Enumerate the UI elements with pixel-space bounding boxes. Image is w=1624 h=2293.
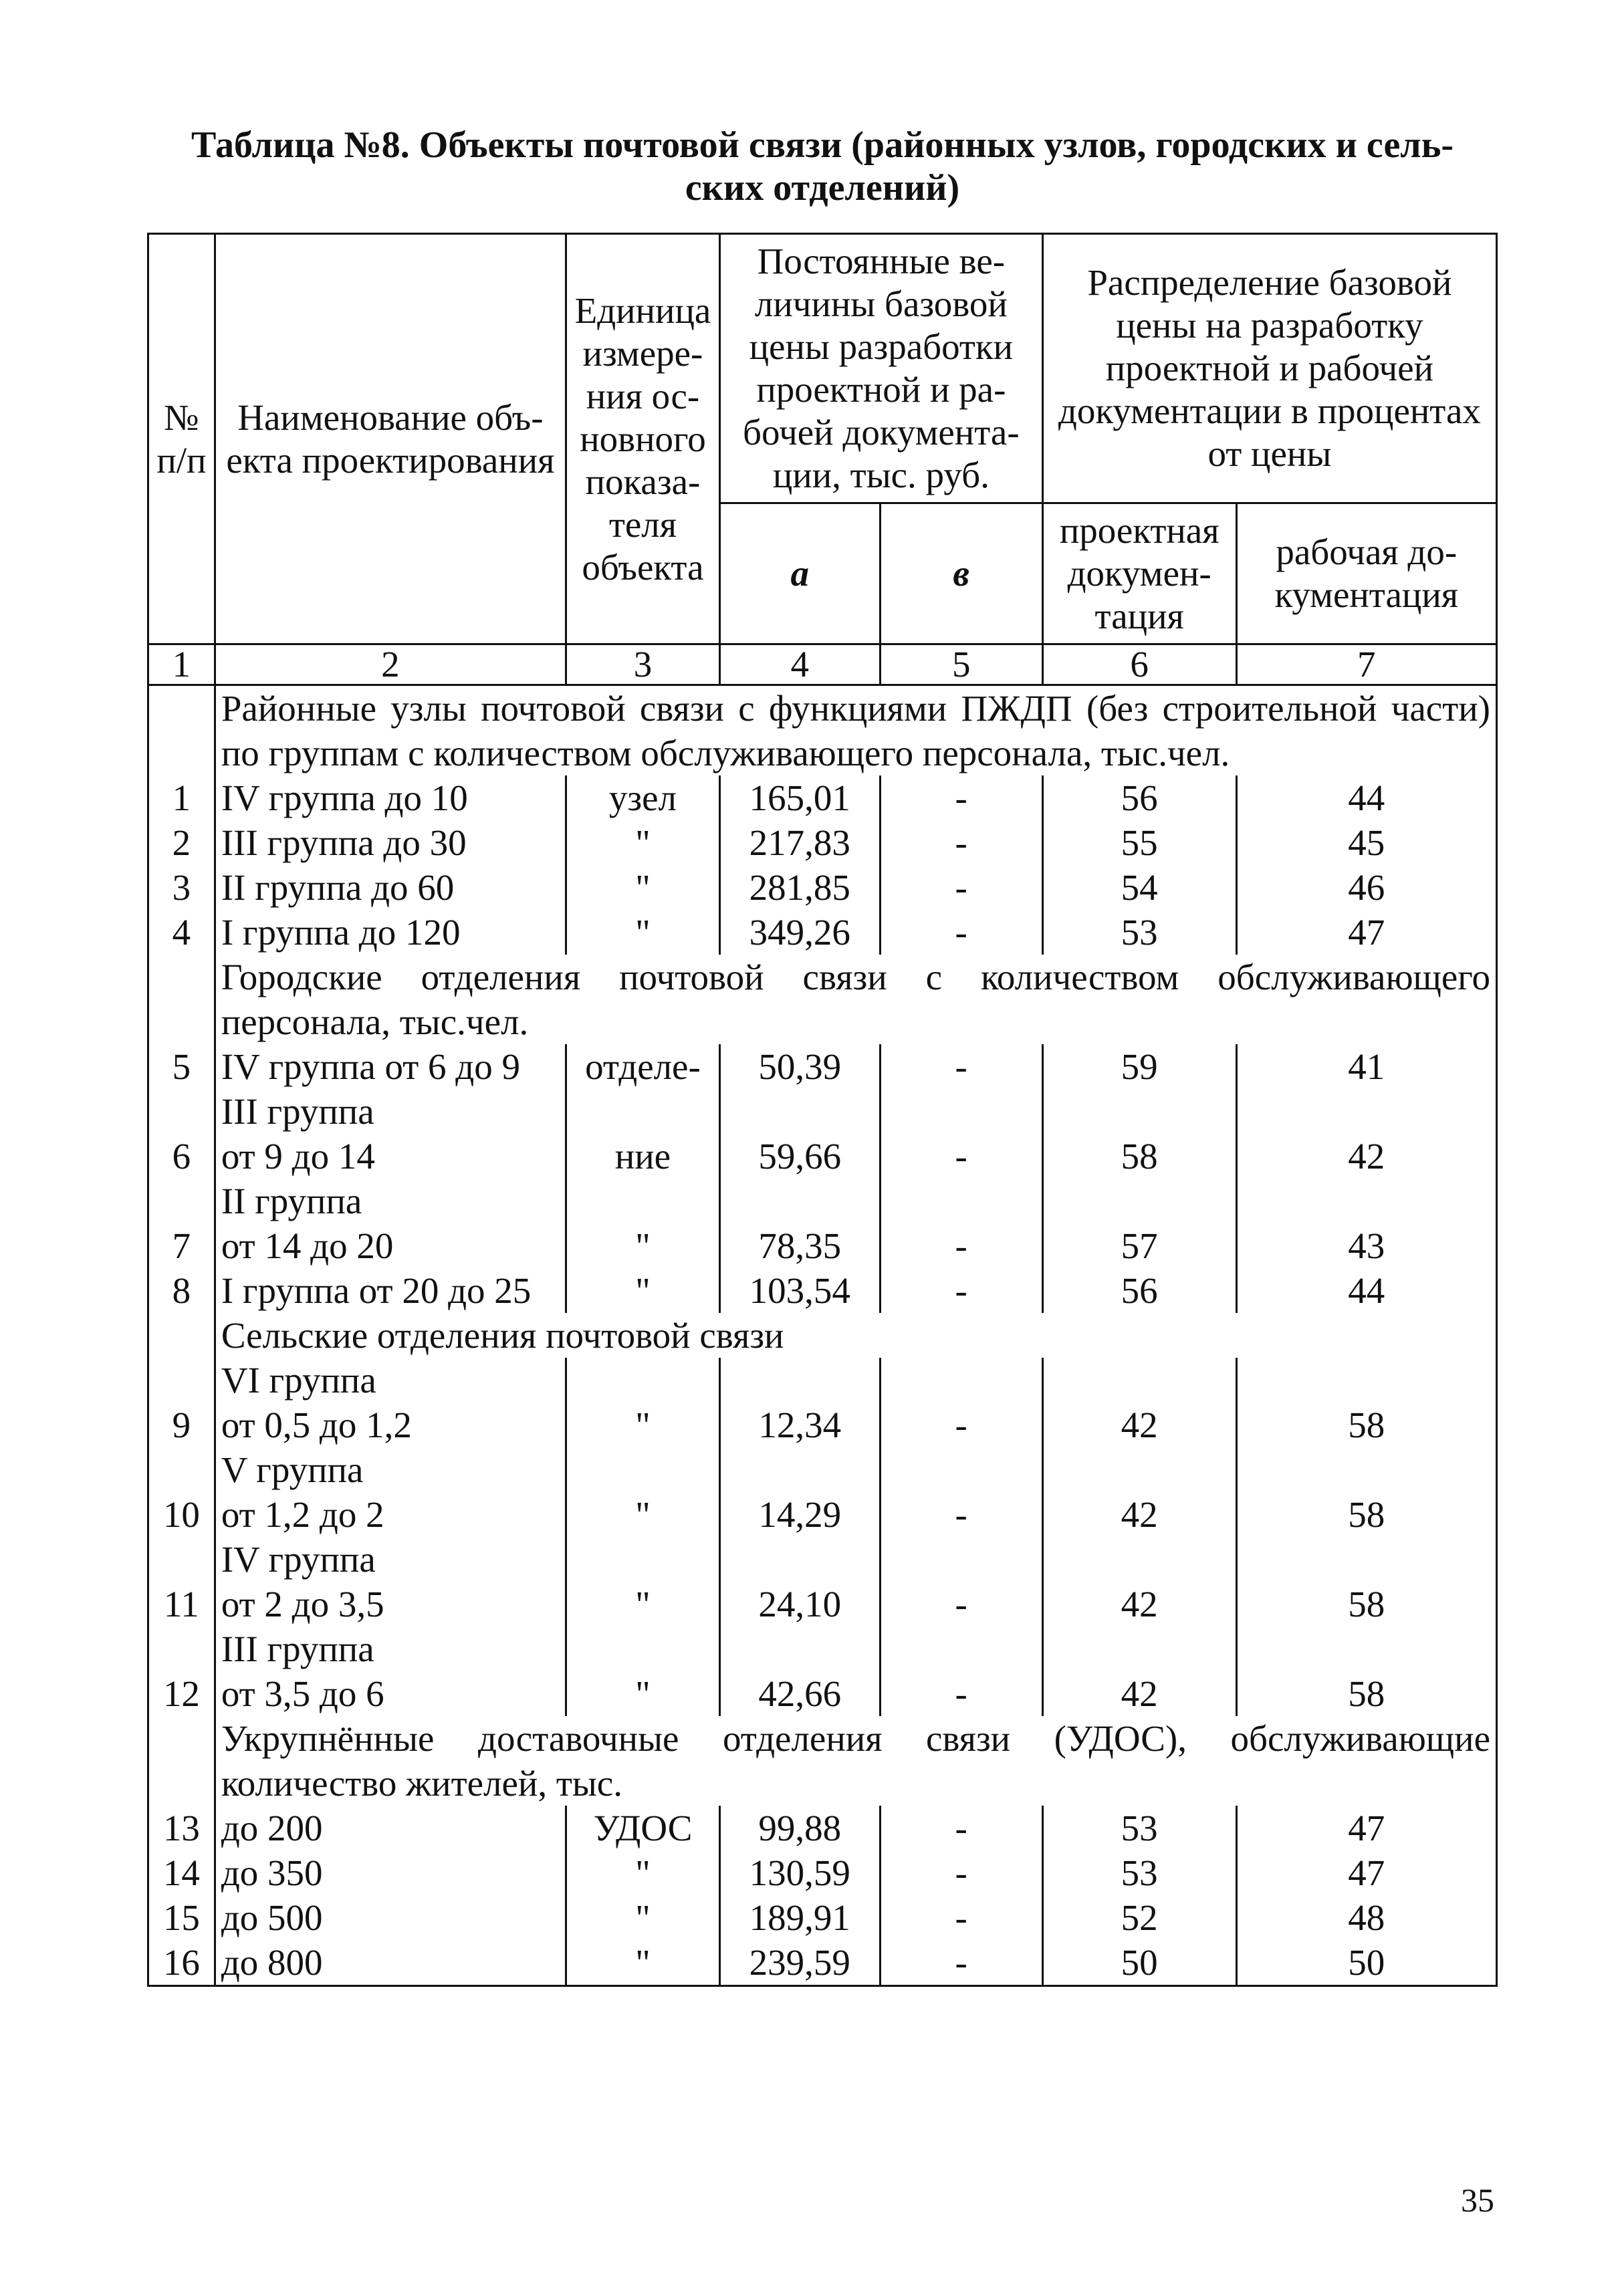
unit-cell: " <box>566 1626 720 1716</box>
section-num-cell <box>148 1716 215 1806</box>
object-name <box>215 1806 566 1850</box>
value-a-cell: 165,01 <box>719 775 880 820</box>
work-percent-cell: 43 <box>1236 1179 1496 1268</box>
value-b-cell: - <box>880 1089 1042 1179</box>
page-number: 35 <box>1461 2181 1494 2219</box>
unit-cell: " <box>566 1895 720 1940</box>
row-number: 11 <box>148 1537 215 1626</box>
object-name-line: до 200 <box>221 1808 323 1848</box>
value-a-cell: 349,26 <box>719 910 880 955</box>
table-row <box>148 1537 1497 1626</box>
object-name <box>215 1447 566 1537</box>
table-row <box>148 865 1497 910</box>
section-row <box>148 955 1497 1044</box>
value-b-cell: - <box>880 820 1042 865</box>
work-percent-cell: 42 <box>1236 1089 1496 1179</box>
work-percent-cell: 41 <box>1236 1044 1496 1089</box>
project-percent-cell: 42 <box>1042 1358 1236 1447</box>
project-percent-cell: 42 <box>1042 1537 1236 1626</box>
object-name <box>215 1268 566 1313</box>
value-a-cell: 130,59 <box>719 1850 880 1895</box>
work-percent-cell: 58 <box>1236 1358 1496 1447</box>
table-row <box>148 1850 1497 1895</box>
table-row <box>148 1179 1497 1268</box>
section-title: Сельские отделения почтовой связи <box>215 1313 1496 1358</box>
row-number: 1 <box>148 775 215 820</box>
table-row <box>148 1089 1497 1179</box>
work-percent-cell: 45 <box>1236 820 1496 865</box>
work-percent-cell: 44 <box>1236 775 1496 820</box>
section-row <box>148 685 1497 776</box>
value-b-cell: - <box>880 1447 1042 1537</box>
project-percent-cell: 54 <box>1042 865 1236 910</box>
value-b-cell: - <box>880 775 1042 820</box>
work-percent-cell: 46 <box>1236 865 1496 910</box>
table-title-line-1: Таблица №8. Объекты почтовой связи (районных узлов, городских и сель- <box>191 124 1454 166</box>
header-unit: Единица измере-ния ос-новного показа-теля объекта <box>566 234 720 644</box>
unit-cell: узел <box>566 775 720 820</box>
section-title: Районные узлы почтовой связи с функциями ПЖДП (без строительной части) по группам с количеством обслуживающего персонала, тыс.чел. <box>215 685 1496 776</box>
project-percent-cell: 56 <box>1042 775 1236 820</box>
work-percent-cell: 47 <box>1236 1806 1496 1850</box>
table-row <box>148 775 1497 820</box>
object-name <box>215 820 566 865</box>
object-name-line: до 350 <box>221 1852 323 1893</box>
value-b-cell: - <box>880 865 1042 910</box>
object-name <box>215 910 566 955</box>
table-title-line-2: ских отделений) <box>685 167 960 209</box>
object-name <box>215 775 566 820</box>
work-percent-cell: 58 <box>1236 1626 1496 1716</box>
value-a-cell: 99,88 <box>719 1806 880 1850</box>
value-b-cell: - <box>880 1268 1042 1313</box>
row-number: 7 <box>148 1179 215 1268</box>
project-percent-cell: 53 <box>1042 910 1236 955</box>
object-name <box>215 1626 566 1716</box>
project-percent-cell: 58 <box>1042 1089 1236 1179</box>
work-percent-cell: 58 <box>1236 1447 1496 1537</box>
table-row <box>148 1806 1497 1850</box>
row-number: 9 <box>148 1358 215 1447</box>
value-b-cell: - <box>880 1358 1042 1447</box>
unit-cell: " <box>566 1537 720 1626</box>
col-index: 5 <box>880 644 1042 685</box>
value-b-cell: - <box>880 1850 1042 1895</box>
unit-cell: " <box>566 820 720 865</box>
table-row <box>148 1626 1497 1716</box>
object-name-line: I группа от 20 до 25 <box>221 1270 532 1311</box>
project-percent-cell: 55 <box>1042 820 1236 865</box>
table-row <box>148 1447 1497 1537</box>
value-b-cell: - <box>880 910 1042 955</box>
table-row <box>148 1358 1497 1447</box>
value-a-cell: 189,91 <box>719 1895 880 1940</box>
object-name-line: II группа <box>221 1181 362 1221</box>
row-number: 14 <box>148 1850 215 1895</box>
object-name-line: от 2 до 3,5 <box>221 1584 384 1624</box>
section-num-cell <box>148 685 215 776</box>
header-b: в <box>880 503 1042 644</box>
value-b-cell: - <box>880 1044 1042 1089</box>
work-percent-cell: 48 <box>1236 1895 1496 1940</box>
project-percent-cell: 53 <box>1042 1850 1236 1895</box>
value-b-cell: - <box>880 1940 1042 1986</box>
section-num-cell <box>148 1313 215 1358</box>
col-index: 7 <box>1236 644 1496 685</box>
object-name-line: до 800 <box>221 1942 323 1983</box>
object-name-line: III группа до 30 <box>221 822 467 863</box>
col-index: 2 <box>215 644 566 685</box>
unit-cell: отделе- <box>566 1044 720 1089</box>
work-percent-cell: 44 <box>1236 1268 1496 1313</box>
column-index-row <box>148 644 1497 685</box>
object-name-line: IV группа <box>221 1539 376 1580</box>
row-number: 15 <box>148 1895 215 1940</box>
col-index: 1 <box>148 644 215 685</box>
value-a-cell: 239,59 <box>719 1940 880 1986</box>
row-number: 10 <box>148 1447 215 1537</box>
value-a-cell: 12,34 <box>719 1358 880 1447</box>
table-header <box>148 234 1497 685</box>
section-row <box>148 1313 1497 1358</box>
section-row <box>148 1716 1497 1806</box>
col-index: 3 <box>566 644 720 685</box>
value-b-cell: - <box>880 1626 1042 1716</box>
object-name-line: I группа до 120 <box>221 912 461 953</box>
table-row <box>148 1940 1497 1986</box>
object-name <box>215 1179 566 1268</box>
unit-cell: " <box>566 1940 720 1986</box>
table-row <box>148 1268 1497 1313</box>
unit-cell: " <box>566 1179 720 1268</box>
value-a-cell: 281,85 <box>719 865 880 910</box>
unit-cell: " <box>566 910 720 955</box>
section-title: Городские отделения почтовой связи с количеством обслуживающего персонала, тыс.чел. <box>215 955 1496 1044</box>
section-title: Укрупнённые доставочные отделения связи (УДОС), обслуживающие количество жителей, тыс. <box>215 1716 1496 1806</box>
unit-cell: " <box>566 1358 720 1447</box>
unit-cell: " <box>566 865 720 910</box>
object-name-line: от 9 до 14 <box>221 1136 375 1177</box>
project-percent-cell: 42 <box>1042 1626 1236 1716</box>
postal-objects-table <box>147 233 1498 1987</box>
header-name: Наименование объ-екта проектирования <box>215 234 566 644</box>
project-percent-cell: 57 <box>1042 1179 1236 1268</box>
object-name-line: от 14 до 20 <box>221 1225 394 1266</box>
project-percent-cell: 56 <box>1042 1268 1236 1313</box>
value-a-cell: 14,29 <box>719 1447 880 1537</box>
work-percent-cell: 58 <box>1236 1537 1496 1626</box>
row-number: 16 <box>148 1940 215 1986</box>
object-name-line: IV группа до 10 <box>221 777 468 818</box>
row-number: 13 <box>148 1806 215 1850</box>
value-a-cell: 103,54 <box>719 1268 880 1313</box>
object-name <box>215 1358 566 1447</box>
col-index: 6 <box>1042 644 1236 685</box>
project-percent-cell: 53 <box>1042 1806 1236 1850</box>
table-row <box>148 910 1497 955</box>
unit-cell: ние <box>566 1089 720 1179</box>
value-b-cell: - <box>880 1806 1042 1850</box>
value-a-cell: 42,66 <box>719 1626 880 1716</box>
value-a-cell: 24,10 <box>719 1537 880 1626</box>
project-percent-cell: 59 <box>1042 1044 1236 1089</box>
object-name-line: от 1,2 до 2 <box>221 1494 384 1535</box>
object-name <box>215 1089 566 1179</box>
col-index: 4 <box>719 644 880 685</box>
value-a-cell: 59,66 <box>719 1089 880 1179</box>
object-name <box>215 865 566 910</box>
object-name <box>215 1044 566 1089</box>
object-name-line: III группа <box>221 1628 374 1669</box>
object-name <box>215 1850 566 1895</box>
row-number: 2 <box>148 820 215 865</box>
object-name <box>215 1895 566 1940</box>
unit-cell: " <box>566 1447 720 1537</box>
value-b-cell: - <box>880 1537 1042 1626</box>
row-number: 8 <box>148 1268 215 1313</box>
table-title <box>134 124 1511 209</box>
value-a-cell: 50,39 <box>719 1044 880 1089</box>
value-b-cell: - <box>880 1895 1042 1940</box>
work-percent-cell: 47 <box>1236 1850 1496 1895</box>
project-percent-cell: 42 <box>1042 1447 1236 1537</box>
row-number: 4 <box>148 910 215 955</box>
object-name-line: IV группа от 6 до 9 <box>221 1046 521 1087</box>
unit-cell: " <box>566 1850 720 1895</box>
table-body <box>148 685 1497 1986</box>
unit-cell: УДОС <box>566 1806 720 1850</box>
object-name-line: от 0,5 до 1,2 <box>221 1405 412 1445</box>
unit-cell: " <box>566 1268 720 1313</box>
row-number: 12 <box>148 1626 215 1716</box>
value-a-cell: 78,35 <box>719 1179 880 1268</box>
work-percent-cell: 50 <box>1236 1940 1496 1986</box>
row-number: 3 <box>148 865 215 910</box>
work-percent-cell: 47 <box>1236 910 1496 955</box>
object-name-line: VI группа <box>221 1360 376 1401</box>
header-num: № п/п <box>148 234 215 644</box>
table-row <box>148 1044 1497 1089</box>
object-name-line: до 500 <box>221 1897 323 1938</box>
value-b-cell: - <box>880 1179 1042 1268</box>
table-row <box>148 1895 1497 1940</box>
object-name-line: V группа <box>221 1449 364 1490</box>
object-name <box>215 1537 566 1626</box>
header-dist: Распределение базовой цены на разработку проектной и рабочей документации в процентах от цены <box>1042 234 1496 503</box>
row-number: 5 <box>148 1044 215 1089</box>
section-num-cell <box>148 955 215 1044</box>
header-a: а <box>719 503 880 644</box>
header-work: рабочая до-кументация <box>1236 503 1496 644</box>
header-const: Постоянные ве-личины базовой цены разработки проектной и ра-бочей документа-ции, тыс. руб. <box>719 234 1042 503</box>
project-percent-cell: 52 <box>1042 1895 1236 1940</box>
project-percent-cell: 50 <box>1042 1940 1236 1986</box>
table-row <box>148 820 1497 865</box>
object-name-line: II группа до 60 <box>221 867 455 908</box>
row-number: 6 <box>148 1089 215 1179</box>
value-a-cell: 217,83 <box>719 820 880 865</box>
object-name-line: от 3,5 до 6 <box>221 1673 384 1714</box>
object-name <box>215 1940 566 1986</box>
header-proj: проектная докумен-тация <box>1042 503 1236 644</box>
object-name-line: III группа <box>221 1091 374 1132</box>
